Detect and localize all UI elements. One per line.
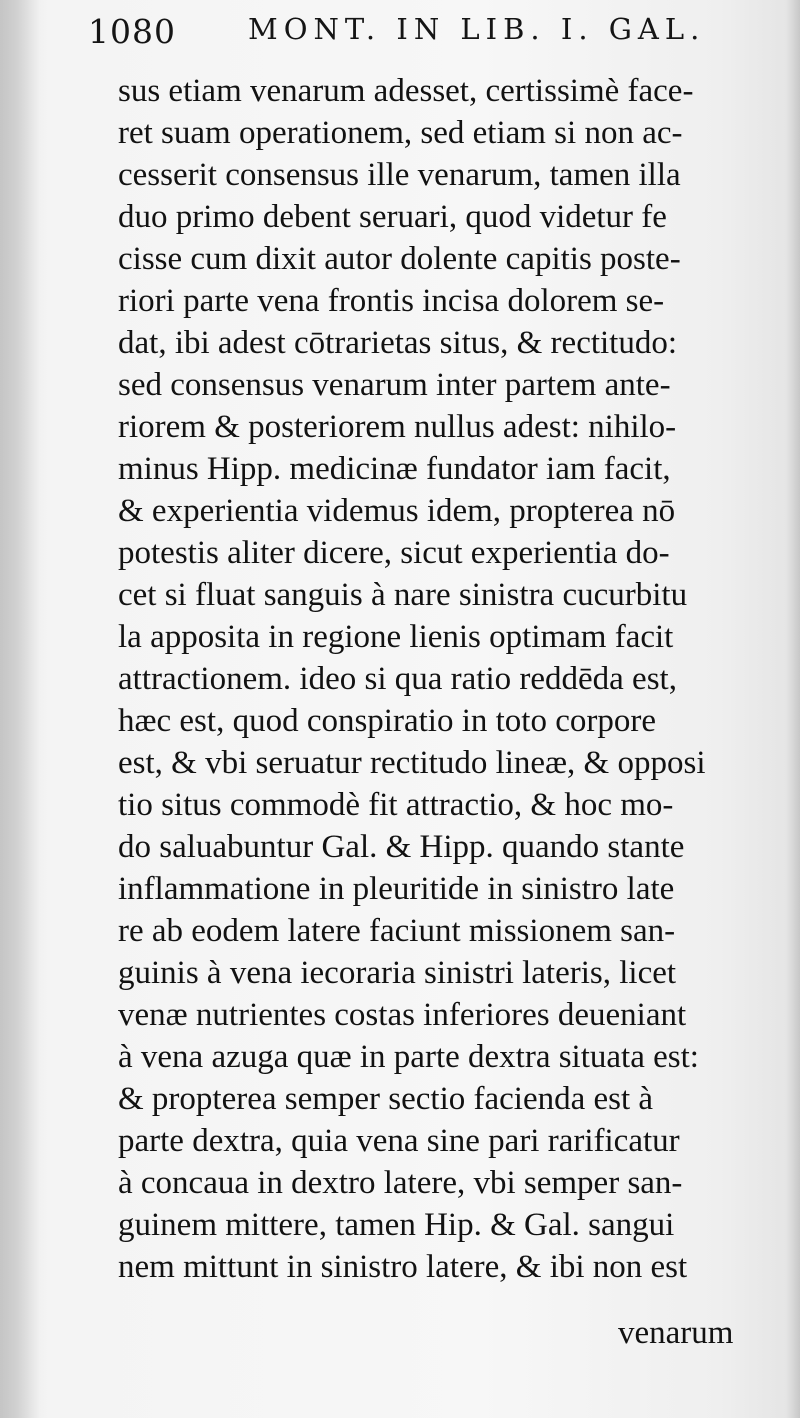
text-line: cisse cum dixit autor dolente capitis poste- bbox=[118, 241, 681, 277]
text-line: nem mittunt in sinistro latere, & ibi non est bbox=[118, 1249, 688, 1285]
text-line: à vena azuga quæ in parte dextra situata est: bbox=[118, 1039, 699, 1075]
text-line: inflammatione in pleuritide in sinistro late bbox=[118, 871, 675, 907]
running-head bbox=[88, 12, 738, 56]
text-line: re ab eodem latere faciunt missionem san- bbox=[118, 913, 676, 949]
text-line: cesserit consensus ille venarum, tamen illa bbox=[118, 157, 681, 193]
text-line: duo primo debent seruari, quod videtur fe bbox=[118, 199, 667, 235]
text-line: dat, ibi adest cōtrarietas situs, & rectitudo: bbox=[118, 325, 678, 361]
text-line: sed consensus venarum inter partem ante- bbox=[118, 367, 671, 403]
text-line: minus Hipp. medicinæ fundator iam facit, bbox=[118, 451, 671, 487]
text-line: do saluabuntur Gal. & Hipp. quando stante bbox=[118, 829, 685, 865]
text-line: potestis aliter dicere, sicut experientia do- bbox=[118, 535, 670, 571]
text-line: cet si fluat sanguis à nare sinistra cucurbitu bbox=[118, 577, 688, 613]
page-edge-shadow bbox=[786, 0, 800, 1418]
text-line: venæ nutrientes costas inferiores deueniant bbox=[118, 997, 687, 1033]
gutter-shadow bbox=[0, 0, 40, 1418]
text-line: guinis à vena iecoraria sinistri lateris, licet bbox=[118, 955, 677, 991]
catchword: venarum bbox=[618, 1315, 734, 1351]
text-line: & experientia videmus idem, propterea nō bbox=[118, 493, 676, 529]
text-line: tio situs commodè fit attractio, & hoc mo- bbox=[118, 787, 674, 823]
body-text bbox=[118, 70, 768, 1288]
text-line: attractionem. ideo si qua ratio reddēda est, bbox=[118, 661, 677, 697]
running-title: MONT. IN LIB. I. GAL. bbox=[248, 12, 706, 46]
text-line: guinem mittere, tamen Hip. & Gal. sangui bbox=[118, 1207, 675, 1243]
text-line: & propterea semper sectio facienda est à bbox=[118, 1081, 654, 1117]
page-number: 1080 bbox=[88, 12, 176, 51]
text-line: sus etiam venarum adesset, certissimè face- bbox=[118, 73, 694, 109]
text-line: riori parte vena frontis incisa dolorem se- bbox=[118, 283, 665, 319]
text-line: est, & vbi seruatur rectitudo lineæ, & opposi bbox=[118, 745, 706, 781]
text-line: riorem & posteriorem nullus adest: nihilo- bbox=[118, 409, 677, 445]
text-line: ret suam operationem, sed etiam si non ac- bbox=[118, 115, 683, 151]
text-line: la apposita in regione lienis optimam facit bbox=[118, 619, 674, 655]
text-line: à concaua in dextro latere, vbi semper san- bbox=[118, 1165, 683, 1201]
text-line: hæc est, quod conspiratio in toto corpore bbox=[118, 703, 656, 739]
text-line: parte dextra, quia vena sine pari rarificatur bbox=[118, 1123, 680, 1159]
